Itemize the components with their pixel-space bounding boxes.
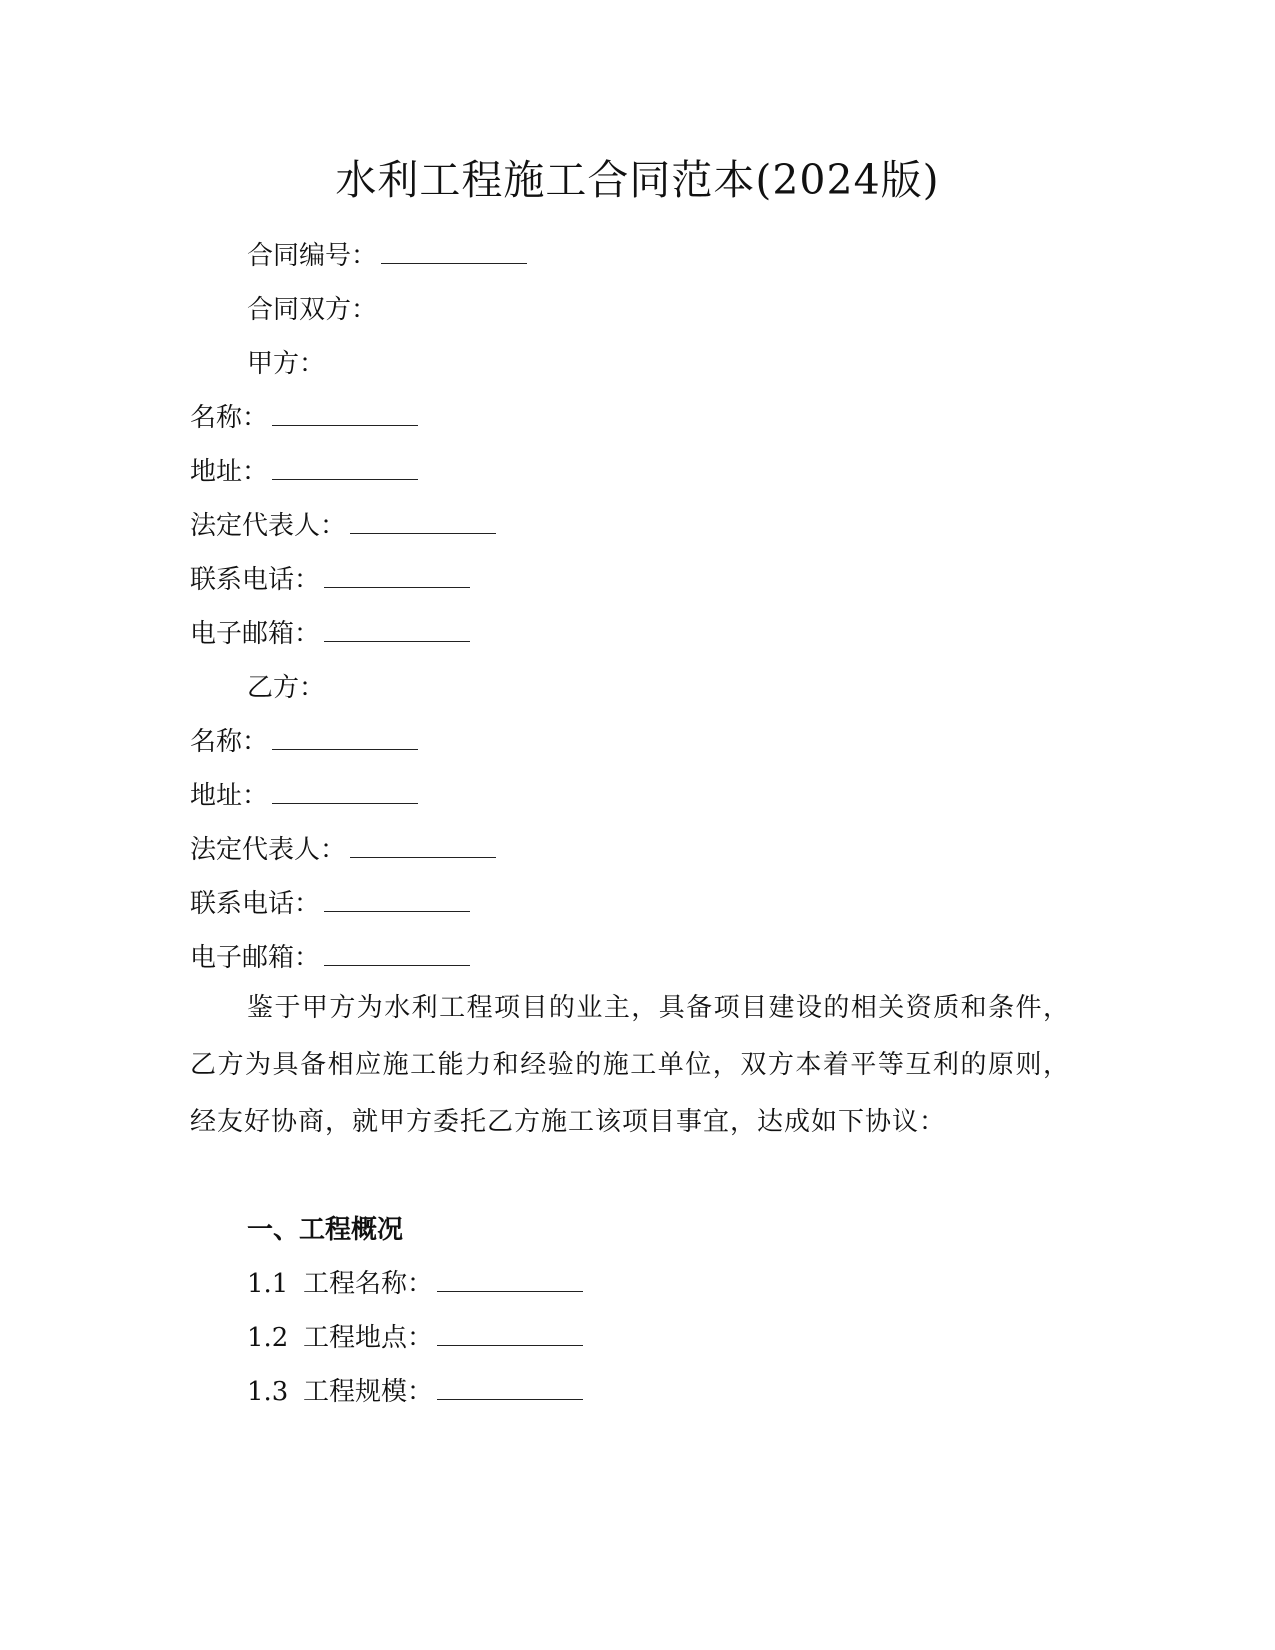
party-a-address-label: 地址：	[190, 457, 269, 487]
item-label: 工程规模：	[303, 1377, 434, 1407]
item-number: 1.3	[247, 1377, 289, 1407]
project-name-blank[interactable]	[437, 1269, 583, 1292]
party-b-legal-rep-label: 法定代表人：	[190, 835, 347, 865]
party-b-address-line	[190, 778, 418, 814]
party-a-heading	[247, 346, 325, 382]
party-b-name-label: 名称：	[190, 727, 269, 757]
party-b-phone-line	[190, 886, 470, 922]
party-a-address-line	[190, 454, 418, 490]
party-b-heading	[247, 670, 325, 706]
contract-number-line	[247, 238, 527, 274]
document-title: 水利工程施工合同范本(2024版)	[335, 156, 940, 204]
item-number: 1.1	[247, 1269, 289, 1299]
project-location-blank[interactable]	[437, 1323, 583, 1346]
party-a-email-line	[190, 616, 470, 652]
party-a-email-label: 电子邮箱：	[190, 619, 321, 649]
party-a-name-line	[190, 400, 418, 436]
party-b-phone-label: 联系电话：	[190, 889, 321, 919]
section-1-item	[247, 1320, 583, 1356]
party-b-heading-label: 乙方：	[247, 673, 326, 703]
section-1-item	[247, 1266, 583, 1302]
contract-number-blank[interactable]	[381, 241, 527, 264]
parties-label: 合同双方：	[247, 295, 378, 325]
party-a-phone-label: 联系电话：	[190, 565, 321, 595]
party-b-email-line	[190, 940, 470, 976]
item-label: 工程地点：	[303, 1323, 434, 1353]
item-number: 1.2	[247, 1323, 289, 1353]
party-b-address-blank[interactable]	[272, 781, 418, 804]
party-a-name-blank[interactable]	[272, 403, 418, 426]
party-b-legal-rep-line	[190, 832, 496, 868]
party-a-legal-rep-label: 法定代表人：	[190, 511, 347, 541]
parties-line	[247, 292, 377, 328]
section-1-heading: 一、工程概况	[247, 1215, 404, 1245]
party-a-legal-rep-line	[190, 508, 496, 544]
party-b-name-line	[190, 724, 418, 760]
item-label: 工程名称：	[303, 1269, 434, 1299]
party-a-address-blank[interactable]	[272, 457, 418, 480]
party-b-legal-rep-blank[interactable]	[350, 835, 496, 858]
party-a-name-label: 名称：	[190, 403, 269, 433]
party-b-email-label: 电子邮箱：	[190, 943, 321, 973]
party-b-phone-blank[interactable]	[324, 889, 470, 912]
preamble-paragraph: 鉴于甲方为水利工程项目的业主，具备项目建设的相关资质和条件，乙方为具备相应施工能力和经验的施工单位，双方本着平等互利的原则，经友好协商，就甲方委托乙方施工该项目事宜，达成如下协议：	[190, 993, 1070, 1137]
party-b-name-blank[interactable]	[272, 727, 418, 750]
section-1-item	[247, 1374, 583, 1410]
contract-number-label: 合同编号：	[247, 241, 378, 271]
party-a-legal-rep-blank[interactable]	[350, 511, 496, 534]
party-b-email-blank[interactable]	[324, 943, 470, 966]
party-a-phone-blank[interactable]	[324, 565, 470, 588]
party-a-phone-line	[190, 562, 470, 598]
party-a-heading-label: 甲方：	[247, 349, 326, 379]
party-a-email-blank[interactable]	[324, 619, 470, 642]
project-scale-blank[interactable]	[437, 1377, 583, 1400]
party-b-address-label: 地址：	[190, 781, 269, 811]
